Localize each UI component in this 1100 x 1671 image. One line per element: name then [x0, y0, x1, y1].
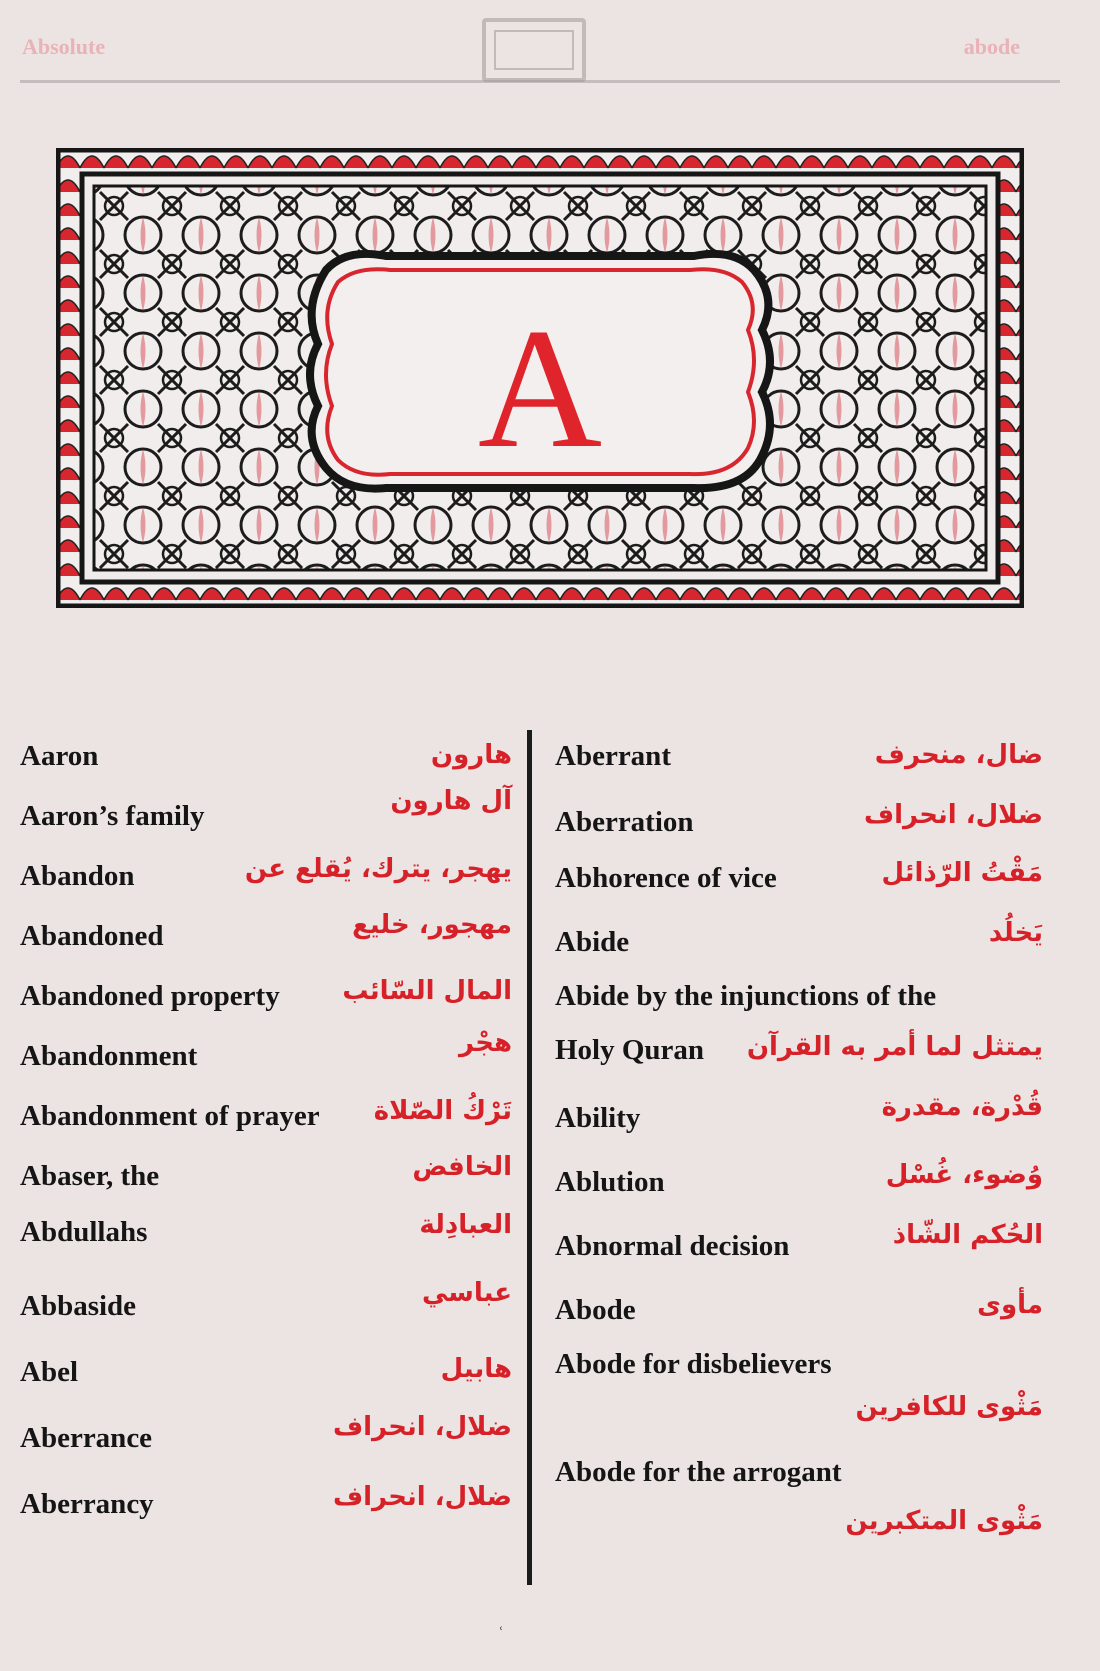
entry-arabic: عباسي: [421, 1278, 512, 1308]
entry-english: Aaron: [20, 740, 99, 772]
entry-english: Abode for disbelievers: [555, 1348, 832, 1380]
entry-arabic: تَرْكُ الصّلاة: [373, 1096, 512, 1126]
entry-english: Ablution: [555, 1166, 665, 1198]
entry-arabic: هارون: [430, 740, 512, 770]
entry-english-continued: Holy Quran: [555, 1034, 705, 1066]
entry-english: Abandoned: [20, 920, 164, 952]
entry-arabic: قُدْرة، مقدرة: [881, 1092, 1043, 1122]
entry-arabic: مهجور، خليع: [352, 910, 512, 940]
entry-arabic: هجْر: [459, 1028, 512, 1058]
entry-english: Abode for the arrogant: [555, 1456, 842, 1488]
entry-english: Abide by the injunctions of the: [555, 980, 937, 1012]
entry-arabic: مأوى: [977, 1290, 1043, 1320]
entry-english: Abnormal decision: [555, 1230, 790, 1262]
letter-ornament-panel: [56, 148, 1024, 608]
running-head-right: abode: [963, 34, 1020, 59]
thumb-index-tab: [482, 18, 586, 82]
entry-english: Abide: [555, 926, 630, 958]
entry-arabic: يَخلُد: [988, 918, 1043, 948]
entry-arabic: الحُكم الشّاذ: [892, 1220, 1043, 1250]
entry-arabic: ضلال، انحراف: [863, 800, 1043, 830]
running-head-left: Absolute: [22, 34, 106, 59]
entry-english: Abandonment: [20, 1040, 198, 1072]
entry-arabic: يمتثل لما أمر به القرآن: [746, 1032, 1043, 1062]
section-letter: A: [477, 294, 603, 484]
entry-english: Abhorence of vice: [555, 862, 777, 894]
entry-arabic: مَثْوى للكافرين: [855, 1392, 1043, 1422]
entry-english: Abandon: [20, 860, 135, 892]
entry-arabic: ضلال، انحراف: [332, 1412, 512, 1442]
entry-english: Aberrance: [20, 1422, 153, 1454]
entry-english: Abandoned property: [20, 980, 280, 1012]
entry-arabic: يهجر، يترك، يُقلع عن: [244, 854, 512, 884]
entry-arabic: هابيل: [440, 1354, 512, 1384]
entry-arabic: ضال، منحرف: [874, 740, 1043, 770]
entry-english: Aaron’s family: [20, 800, 205, 832]
entry-english: Abel: [20, 1356, 78, 1388]
entry-arabic: الخافض: [412, 1152, 512, 1182]
entry-english: Aberrancy: [20, 1488, 154, 1520]
entry-arabic: ضلال، انحراف: [332, 1482, 512, 1512]
entry-english: Abbaside: [20, 1290, 137, 1322]
entry-english: Abandonment of prayer: [20, 1100, 320, 1132]
page-number-mark: ˓: [498, 1615, 504, 1635]
entry-english: Aberrant: [555, 740, 671, 772]
column-divider: [527, 730, 532, 1585]
entry-english: Abdullahs: [20, 1216, 148, 1248]
entry-arabic: مَثْوى المتكبرين: [845, 1506, 1043, 1536]
entry-english: Ability: [555, 1102, 641, 1134]
entry-english: Abode: [555, 1294, 636, 1326]
entry-arabic: مَقْتُ الرّذائل: [881, 858, 1043, 888]
entry-arabic: آل هارون: [390, 786, 512, 816]
entry-arabic: العبادِلة: [419, 1210, 512, 1240]
entry-english: Abaser, the: [20, 1160, 160, 1192]
entry-arabic: المال السّائب: [342, 976, 512, 1006]
entry-arabic: وُضوء، غُسْل: [885, 1160, 1043, 1190]
entry-english: Aberration: [555, 806, 694, 838]
